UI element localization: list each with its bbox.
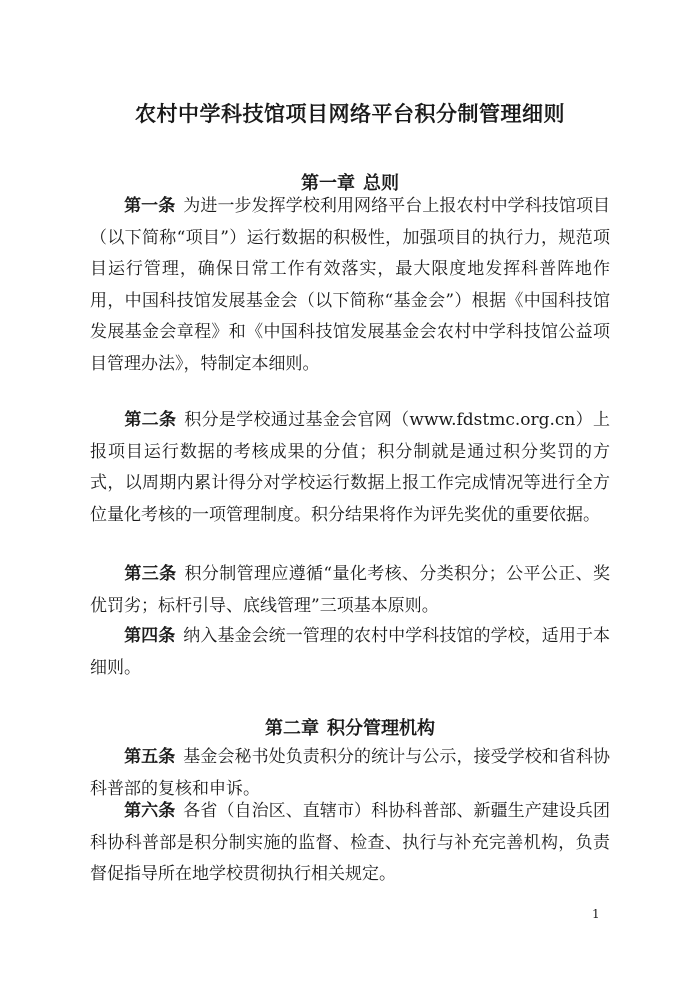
- chapter-name: 总则: [363, 173, 399, 194]
- article-text: 基金会秘书处负责积分的统计与公示，接受学校和省科协科普部的复核和申诉。: [90, 747, 611, 799]
- article-6: [90, 796, 610, 891]
- article-label: 第二条: [124, 410, 177, 430]
- article-label: 第四条: [124, 626, 176, 646]
- article-text: 纳入基金会统一管理的农村中学科技馆的学校，适用于本细则。: [90, 626, 611, 678]
- article-text: 各省（自治区、直辖市）科协科普部、新疆生产建设兵团科协科普部是积分制实施的监督、检查、执行与补充完善机构，负责督促指导所在地学校贯彻执行相关规定。: [90, 801, 611, 884]
- article-3: [90, 559, 610, 622]
- article-1: [90, 191, 610, 380]
- document-title: 农村中学科技馆项目网络平台积分制管理细则: [135, 102, 565, 126]
- article-text: 积分制管理应遵循“量化考核、分类积分；公平公正、奖优罚劣；标杆引导、底线管理”三项基本原则。: [90, 564, 611, 616]
- article-text: 积分是学校通过基金会官网（www.fdstmc.org.cn）上报项目运行数据的考核成果的分值；积分制就是通过积分奖罚的方式，以周期内累计得分对学校运行数据上报工作完成情况等进行全方位量化考核的一项管理制度。积分结果将作为评先奖优的重要依据。: [90, 410, 610, 525]
- chapter-number: 第一章: [301, 173, 355, 194]
- chapter-name: 积分管理机构: [327, 718, 435, 739]
- article-label: 第三条: [124, 564, 177, 584]
- article-label: 第六条: [124, 801, 176, 821]
- chapter-number: 第二章: [265, 718, 319, 739]
- article-label: 第五条: [124, 747, 176, 767]
- article-4: [90, 621, 610, 684]
- page-number: 1: [592, 907, 600, 921]
- article-2: [90, 405, 610, 531]
- article-text: 为进一步发挥学校利用网络平台上报农村中学科技馆项目（以下简称“项目”）运行数据的积极性，加强项目的执行力，规范项目运行管理，确保日常工作有效落实，最大限度地发挥科普阵地作用，中国科技馆发展基金会（以下简称“基金会”）根据《中国科技馆发展基金会章程》和《中国科技馆发展基金会农村中学科技馆公益项目管理办法》，特制定本细则。: [90, 196, 611, 374]
- article-label: 第一条: [124, 196, 176, 216]
- chapter-heading-2: [0, 714, 700, 740]
